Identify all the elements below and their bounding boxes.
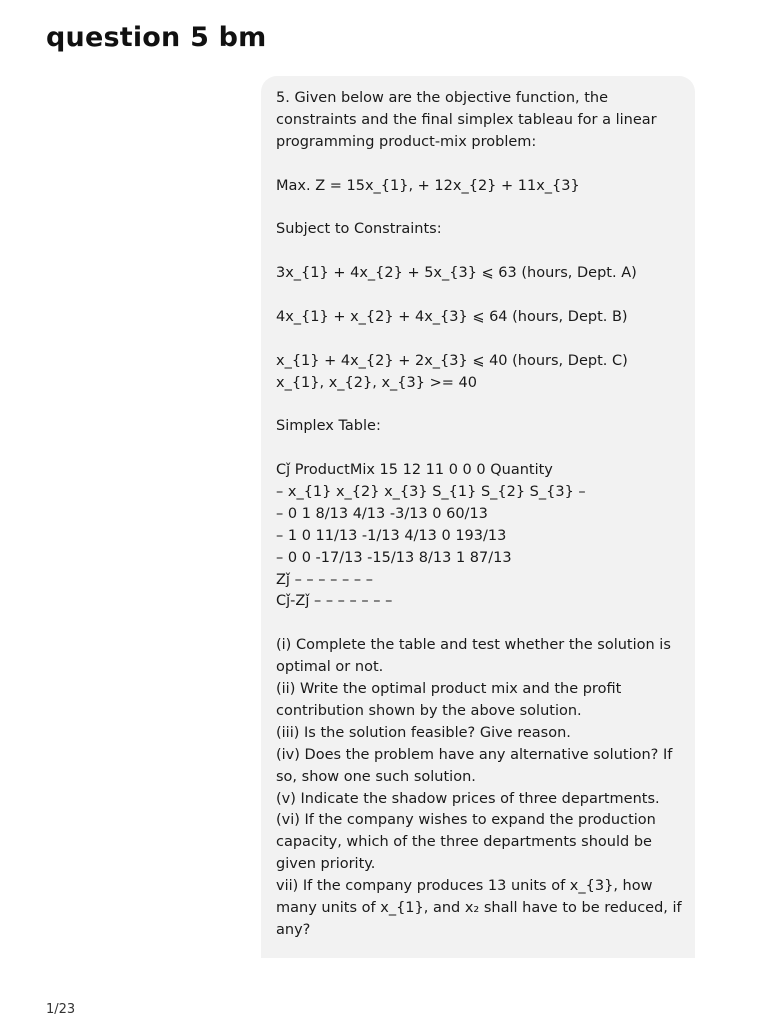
blank-line xyxy=(276,329,680,351)
message-line: many units of x_{1}, and x₂ shall have to be reduced, if xyxy=(276,899,682,916)
message-line: Simplex Table: xyxy=(276,418,381,435)
message-line: contribution shown by the above solution. xyxy=(276,702,582,719)
message-line: optimal or not. xyxy=(276,659,384,676)
blank-line xyxy=(276,241,680,263)
message-line: any? xyxy=(276,921,311,938)
message-line: vii) If the company produces 13 units of x_{3}, how xyxy=(276,878,653,895)
blank-line xyxy=(276,438,680,460)
simplex-row: – 0 0 -17/13 -15/13 8/13 1 87/13 xyxy=(276,549,512,566)
message-line: x_{1} + 4x_{2} + 2x_{3} ⩽ 40 (hours, Dept. C) xyxy=(276,352,628,369)
blank-line xyxy=(276,154,680,176)
question-message-bubble xyxy=(261,76,695,958)
message-line: given priority. xyxy=(276,856,376,873)
message-line: (ii) Write the optimal product mix and the profit xyxy=(276,681,622,698)
message-line: 5. Given below are the objective function, the xyxy=(276,90,609,106)
message-line: (iii) Is the solution feasible? Give reason. xyxy=(276,724,571,741)
blank-line xyxy=(276,394,680,416)
message-line: Subject to Constraints: xyxy=(276,221,442,238)
blank-line xyxy=(276,285,680,307)
blank-line xyxy=(276,613,680,635)
simplex-row: – 1 0 11/13 -1/13 4/13 0 193/13 xyxy=(276,527,507,544)
page-title: question 5 bm xyxy=(46,22,267,53)
simplex-row: Zǰ – – – – – – – xyxy=(276,571,373,588)
simplex-row: – 0 1 8/13 4/13 -3/13 0 60/13 xyxy=(276,505,488,522)
blank-line xyxy=(276,197,680,219)
message-line: (i) Complete the table and test whether the solution is xyxy=(276,637,671,654)
message-line: constraints and the final simplex tableau for a linear xyxy=(276,111,657,128)
message-line: so, show one such solution. xyxy=(276,768,476,785)
message-line: programming product-mix problem: xyxy=(276,133,537,150)
message-line: 4x_{1} + x_{2} + 4x_{3} ⩽ 64 (hours, Dept. B) xyxy=(276,308,628,325)
message-line: (v) Indicate the shadow prices of three departments. xyxy=(276,790,660,807)
page-counter: 1/23 xyxy=(46,1002,76,1017)
message-line: (iv) Does the problem have any alternative solution? If xyxy=(276,746,673,763)
message-line: Max. Z = 15x_{1}, + 12x_{2} + 11x_{3} xyxy=(276,177,580,194)
message-line: x_{1}, x_{2}, x_{3} >= 40 xyxy=(276,374,477,391)
message-line: 3x_{1} + 4x_{2} + 5x_{3} ⩽ 63 (hours, Dept. A) xyxy=(276,265,637,282)
simplex-row: Cǰ-Zǰ – – – – – – – xyxy=(276,593,393,610)
message-line: (vi) If the company wishes to expand the production xyxy=(276,812,656,829)
message-line: capacity, which of the three departments should be xyxy=(276,834,652,851)
simplex-row: Cǰ ProductMix 15 12 11 0 0 0 Quantity xyxy=(276,462,553,479)
simplex-row: – x_{1} x_{2} x_{3} S_{1} S_{2} S_{3} – xyxy=(276,484,586,501)
